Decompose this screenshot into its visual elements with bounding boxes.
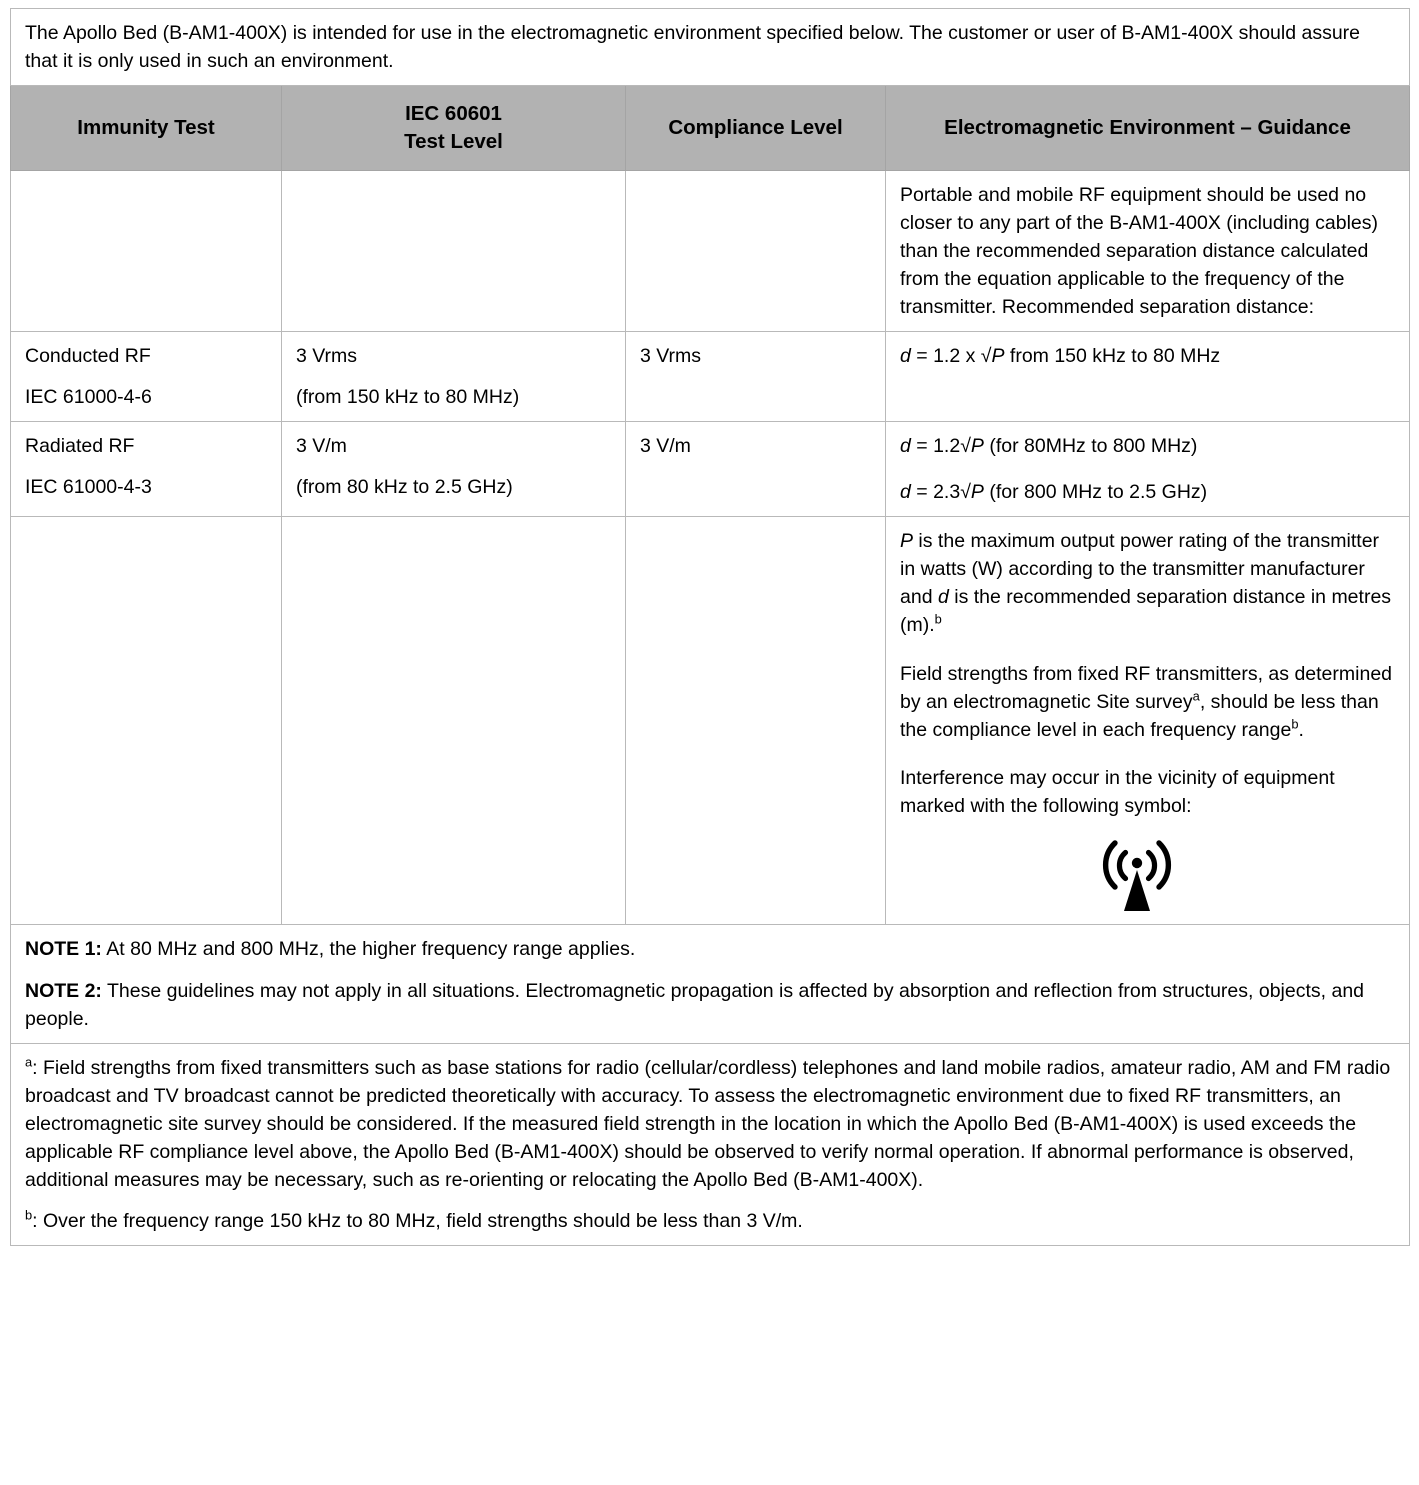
cell-test-level-conducted-rf: [282, 331, 626, 421]
cell-compliance-level-empty: [626, 170, 886, 331]
guidance-power-rating-paragraph: [900, 527, 1397, 639]
formula-variable-d: d: [900, 344, 911, 367]
guidance-field-strengths-paragraph: [900, 660, 1397, 744]
sqrt-icon: √: [960, 481, 971, 504]
column-header-compliance-level: Compliance Level: [626, 86, 886, 170]
iec-test-level-line1: IEC 60601: [405, 102, 502, 126]
guidance-p1-part1: is the maximum output power rating of the transmitter in watts (W) according to the transmitter manufacturer and: [900, 530, 1380, 609]
footnote-marker-a: a: [25, 1054, 33, 1070]
formula-variable-p: P: [970, 481, 984, 504]
emc-immunity-table: [10, 8, 1410, 1246]
cell-compliance-level-empty: [626, 517, 886, 925]
intro-text: The Apollo Bed (B-AM1-400X) is intended for use in the electromagnetic environment specified below. The customer or user of B-AM1-400X should assure that it is only used in such an environment.: [11, 9, 1410, 86]
cell-immunity-test-empty: [11, 170, 282, 331]
formula-equals: = 2.3: [910, 481, 961, 504]
conducted-rf-range: (from 150 kHz to 80 MHz): [296, 385, 520, 408]
formula-range: (for 80MHz to 800 MHz): [983, 435, 1198, 458]
notes-row: [11, 924, 1410, 1043]
formula-variable-d: d: [900, 435, 911, 458]
table-row: [11, 170, 1410, 331]
formula-radiated-rf-high: [900, 478, 1397, 506]
conducted-rf-standard: IEC 61000-4-6: [25, 385, 152, 408]
guidance-interference-paragraph: Interference may occur in the vicinity of equipment marked with the following symbol:: [900, 766, 1335, 817]
guidance-p2-part2: , should be less than the compliance level in each frequency range: [900, 690, 1379, 741]
intro-row: [11, 9, 1410, 86]
cell-compliance-level-conducted-rf: 3 Vrms: [626, 331, 886, 421]
note-2-label: NOTE 2:: [25, 979, 102, 1002]
guidance-intro-paragraph: Portable and mobile RF equipment should be used no closer to any part of the B-AM1-400X (including cables) than the recommended separation distance calculated from the equation applicable to the frequency of the transmitter. Recommended separation distance:: [900, 183, 1378, 318]
radiated-rf-level: 3 V/m: [296, 435, 347, 458]
footnotes-row: [11, 1044, 1410, 1245]
formula-equals: = 1.2: [910, 435, 961, 458]
formula-range: from 150 kHz to 80 MHz: [1004, 344, 1221, 367]
cell-test-level-radiated-rf: [282, 422, 626, 517]
formula-variable-p: P: [970, 435, 984, 458]
cell-guidance-radiated-rf: [886, 422, 1410, 517]
iec-test-level-line2: Test Level: [404, 129, 503, 153]
note-1-label: NOTE 1:: [25, 937, 102, 960]
column-header-immunity-test: Immunity Test: [11, 86, 282, 170]
footnote-b-text: : Over the frequency range 150 kHz to 80 MHz, field strengths should be less than 3 V/m.: [32, 1209, 803, 1232]
guidance-p2-part1: Field strengths from fixed RF transmitters, as determined by an electromagnetic Site survey: [900, 662, 1393, 713]
note-1-text: At 80 MHz and 800 MHz, the higher frequency range applies.: [101, 937, 636, 960]
footnote-marker-b: b: [934, 611, 942, 627]
cell-immunity-test-radiated-rf: [11, 422, 282, 517]
radiated-rf-standard: IEC 61000-4-3: [25, 476, 152, 499]
sqrt-icon: √: [980, 344, 992, 367]
formula-radiated-rf-low: [900, 432, 1397, 460]
rf-radiation-symbol-container: [900, 836, 1397, 914]
note-1: [25, 935, 1397, 963]
note-2: [25, 977, 1397, 1033]
cell-compliance-level-radiated-rf: 3 V/m: [626, 422, 886, 517]
guidance-p2-part3: .: [1298, 718, 1304, 741]
table-row: [11, 331, 1410, 421]
footnote-a-text: : Field strengths from fixed transmitters such as base stations for radio (cellular/cordless) telephones and land mobile radios, amateur radio, AM and FM radio broadcast and TV broadcast cannot be predicted theoretically with accuracy. To assess the electromagnetic environment due to fixed RF transmitters, an electromagnetic site survey should be considered. If the measured field strength in the location in which the Apollo Bed (B-AM1-400X) is used exceeds the applicable RF compliance level above, the Apollo Bed (B-AM1-400X) should be observed to verify normal operation. If abnormal performance is observed, additional measures may be necessary, such as re-orienting or relocating the Apollo Bed (B-AM1-400X).: [25, 1057, 1391, 1192]
column-header-guidance: Electromagnetic Environment – Guidance: [886, 86, 1410, 170]
formula-variable-p: P: [991, 344, 1005, 367]
footnote-b: [25, 1207, 1397, 1235]
formula-conducted-rf: [900, 342, 1397, 370]
radiated-rf-range: (from 80 kHz to 2.5 GHz): [296, 476, 513, 499]
variable-p: P: [900, 530, 914, 553]
cell-guidance-notes: [886, 517, 1410, 925]
formula-equals: = 1.2 x: [910, 344, 981, 367]
footnote-marker-a: a: [1192, 688, 1200, 704]
conducted-rf-level: 3 Vrms: [296, 344, 358, 367]
cell-guidance-conducted-rf: [886, 331, 1410, 421]
cell-footnotes: [11, 1044, 1410, 1245]
note-2-text: These guidelines may not apply in all situations. Electromagnetic propagation is affected by absorption and reflection from structures, objects, and people.: [25, 979, 1365, 1031]
radiated-rf-name: Radiated RF: [25, 435, 135, 458]
column-header-iec-test-level: [282, 86, 626, 170]
cell-test-level-empty: [282, 170, 626, 331]
footnote-marker-b: b: [1291, 716, 1299, 732]
table-header-row: [11, 86, 1410, 170]
cell-immunity-test-conducted-rf: [11, 331, 282, 421]
formula-variable-d: d: [900, 481, 911, 504]
cell-test-level-empty: [282, 517, 626, 925]
rf-radiation-icon: [1082, 836, 1192, 914]
sqrt-icon: √: [960, 435, 971, 458]
conducted-rf-name: Conducted RF: [25, 344, 151, 367]
footnote-a: [25, 1054, 1397, 1194]
cell-guidance-intro: [886, 170, 1410, 331]
variable-d: d: [937, 586, 949, 609]
cell-immunity-test-empty: [11, 517, 282, 925]
table-row: [11, 517, 1410, 925]
cell-notes: [11, 924, 1410, 1043]
table-row: [11, 422, 1410, 517]
guidance-p1-part2: is the recommended separation distance in metres (m).: [900, 586, 1392, 637]
footnote-marker-b: b: [25, 1207, 33, 1223]
formula-range: (for 800 MHz to 2.5 GHz): [983, 481, 1208, 504]
